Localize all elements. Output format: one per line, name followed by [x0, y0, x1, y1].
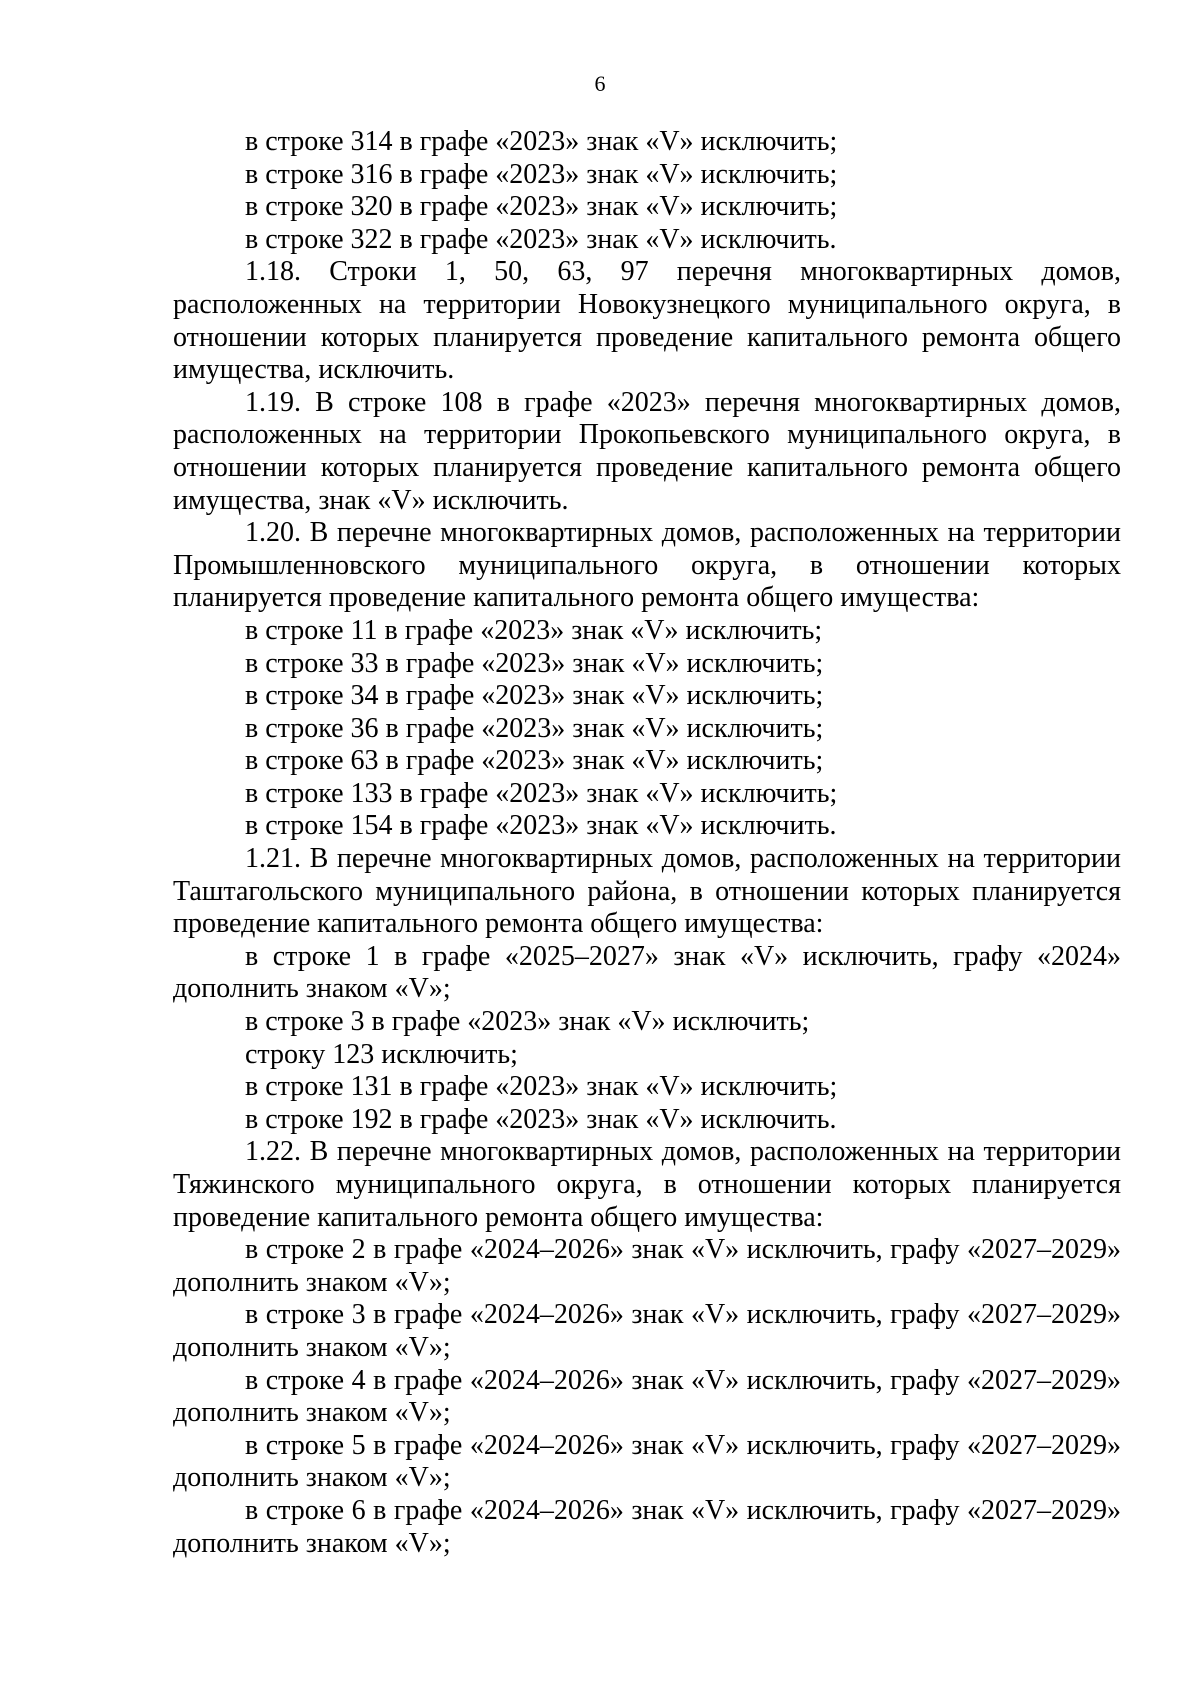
- paragraph-row-322: в строке 322 в графе «2023» знак «V» исключить.: [245, 223, 837, 255]
- paragraph-row-3: в строке 3 в графе «2023» знак «V» исключить;: [245, 1006, 810, 1038]
- paragraph-1-19: 1.19. В строке 108 в графе «2023» перечня многоквартирных домов, расположенных на территории Прокопьевского муниципального округа, в отношении которых планируется проведение капитального ремонта общего имущества, знак «V» исключить.: [173, 386, 1121, 516]
- paragraph-row-63: в строке 63 в графе «2023» знак «V» исключить;: [245, 745, 824, 777]
- paragraph-row-33: в строке 33 в графе «2023» знак «V» исключить;: [245, 647, 824, 679]
- paragraph-tyazhin-row-5: в строке 5 в графе «2024–2026» знак «V» исключить, графу «2027–2029» дополнить знаком «V»;: [173, 1429, 1121, 1494]
- paragraph-row-154: в строке 154 в графе «2023» знак «V» исключить.: [245, 810, 837, 842]
- paragraph-1-20: 1.20. В перечне многоквартирных домов, расположенных на территории Промышленновского муниципального округа, в отношении которых планируется проведение капитального ремонта общего имущества:: [173, 517, 1121, 614]
- page-number: 6: [594, 71, 606, 96]
- paragraph-row-131: в строке 131 в графе «2023» знак «V» исключить;: [245, 1071, 838, 1103]
- paragraph-row-314: в строке 314 в графе «2023» знак «V» исключить;: [245, 126, 838, 157]
- paragraph-row-320: в строке 320 в графе «2023» знак «V» исключить;: [245, 191, 838, 223]
- paragraph-row-133: в строке 133 в графе «2023» знак «V» исключить;: [245, 777, 838, 809]
- paragraph-row-34: в строке 34 в графе «2023» знак «V» исключить;: [245, 680, 824, 712]
- paragraph-1-18: 1.18. Строки 1, 50, 63, 97 перечня многоквартирных домов, расположенных на территории Новокузнецкого муниципального округа, в отношении которых планируется проведение капитального ремонта общего имущества, исключить.: [173, 256, 1121, 386]
- paragraph-tyazhin-row-4: в строке 4 в графе «2024–2026» знак «V» исключить, графу «2027–2029» дополнить знаком «V»;: [173, 1364, 1121, 1429]
- paragraph-row-11: в строке 11 в графе «2023» знак «V» исключить;: [245, 614, 823, 646]
- paragraph-1-22: 1.22. В перечне многоквартирных домов, расположенных на территории Тяжинского муниципального округа, в отношении которых планируется проведение капитального ремонта общего имущества:: [173, 1136, 1121, 1233]
- paragraph-row-123: строку 123 исключить;: [245, 1038, 518, 1070]
- paragraph-tyazhin-row-3: в строке 3 в графе «2024–2026» знак «V» исключить, графу «2027–2029» дополнить знаком «V»;: [173, 1299, 1121, 1363]
- paragraph-1-21: 1.21. В перечне многоквартирных домов, расположенных на территории Таштагольского муниципального района, в отношении которых планируется проведение капитального ремонта общего имущества:: [173, 843, 1121, 940]
- paragraph-tyazhin-row-6: в строке 6 в графе «2024–2026» знак «V» исключить, графу «2027–2029» дополнить знаком «V»;: [173, 1494, 1121, 1559]
- paragraph-row-36: в строке 36 в графе «2023» знак «V» исключить;: [245, 712, 824, 744]
- document-body: [173, 126, 1121, 1560]
- paragraph-row-1: в строке 1 в графе «2025–2027» знак «V» исключить, графу «2024» дополнить знаком «V»;: [173, 940, 1121, 1005]
- paragraph-tyazhin-row-2: в строке 2 в графе «2024–2026» знак «V» исключить, графу «2027–2029» дополнить знаком «V»;: [173, 1234, 1121, 1298]
- paragraph-row-192: в строке 192 в графе «2023» знак «V» исключить.: [245, 1103, 837, 1135]
- paragraph-row-316: в строке 316 в графе «2023» знак «V» исключить;: [245, 158, 838, 190]
